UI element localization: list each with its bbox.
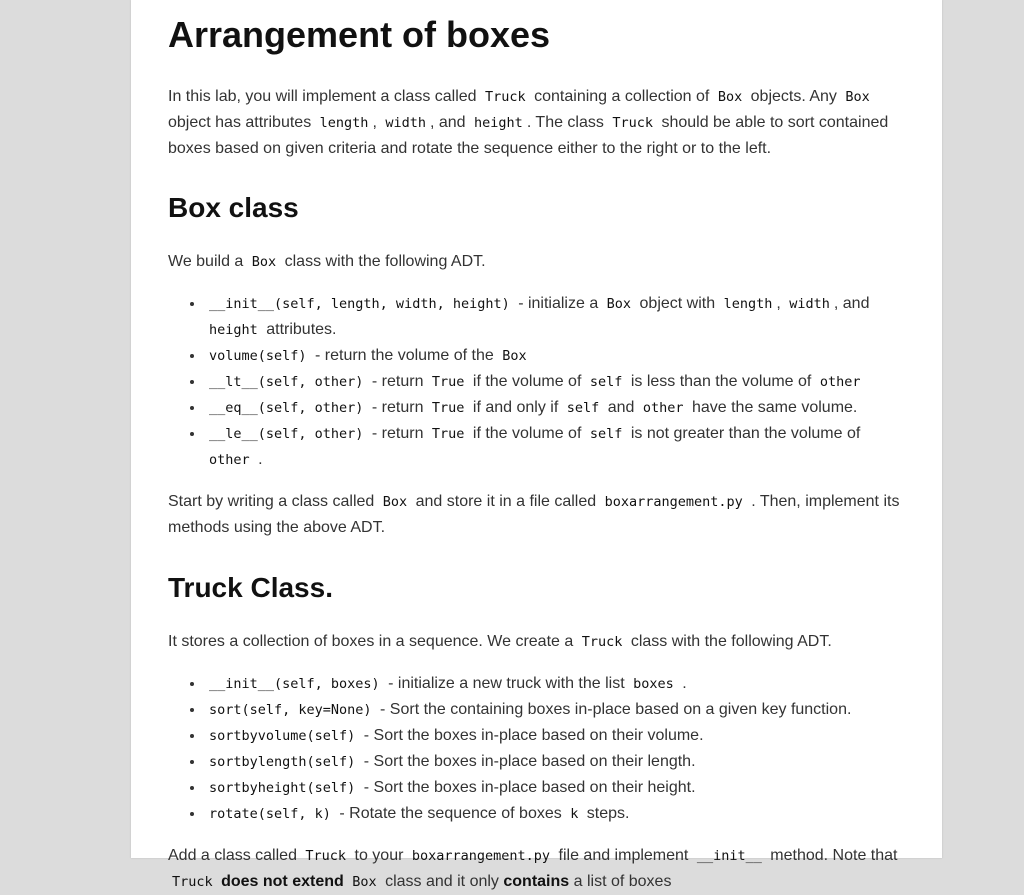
list-item: • sortbyheight(self) - Sort the boxes in-place based on their height. <box>205 775 908 801</box>
method-signature: __lt__(self, other) <box>209 374 364 390</box>
inline-code: other <box>209 452 250 468</box>
bold-text: contains <box>503 873 570 890</box>
inline-code: Box <box>352 874 377 890</box>
method-signature: __le__(self, other) <box>209 426 364 442</box>
intro-paragraph: In this lab, you will implement a class called Truck containing a collection of Box objects. Any Box object has attributes length , width , and height . The class Truck should be able to sort contained boxes based on given criteria and rotate the sequence either to the right or to the left. <box>168 88 889 157</box>
box-lead-paragraph: We build a Box class with the following ADT. <box>168 253 486 270</box>
inline-code: Box <box>717 89 743 105</box>
method-signature: __init__(self, boxes) <box>209 676 380 692</box>
inline-code: True <box>431 400 465 416</box>
document-page <box>131 0 942 890</box>
list-item: • __init__(self, length, width, height) - initialize a Box object with length , width , and height attributes. <box>205 291 908 343</box>
list-item: • sort(self, key=None) - Sort the containing boxes in-place based on a given key function. <box>205 697 908 723</box>
list-item: • __init__(self, boxes) - initialize a new truck with the list boxes . <box>205 671 908 697</box>
truck-add-paragraph: Add a class called Truck to your boxarrangement.py file and implement __init__ method. Note that Truck does not extend Box class and it only contains a list of boxes <box>168 847 898 890</box>
bold-text: does not extend <box>221 873 344 890</box>
inline-code: Truck <box>581 634 623 650</box>
list-item: • __eq__(self, other) - return True if and only if self and other have the same volume. <box>205 395 908 421</box>
inline-code: self <box>589 374 623 390</box>
inline-code: Box <box>845 89 870 105</box>
inline-code: k <box>570 806 579 822</box>
inline-code: Box <box>251 254 277 270</box>
truck-method-list <box>168 671 908 827</box>
list-item: • sortbylength(self) - Sort the boxes in-place based on their length. <box>205 749 908 775</box>
list-item: • __le__(self, other) - return True if the volume of self is not greater than the volume of other . <box>205 421 908 473</box>
method-signature: sortbyheight(self) <box>209 780 356 796</box>
truck-lead-paragraph: It stores a collection of boxes in a sequence. We create a Truck class with the following ADT. <box>168 633 832 650</box>
inline-code: width <box>789 296 830 312</box>
inline-code: boxes <box>633 676 674 692</box>
filename-code: boxarrangement.py <box>411 848 551 864</box>
inline-code: Truck <box>172 874 213 890</box>
inline-code: True <box>431 426 465 442</box>
list-item: • rotate(self, k) - Rotate the sequence of boxes k steps. <box>205 801 908 827</box>
page-title: Arrangement of boxes <box>168 14 551 55</box>
method-signature: volume(self) <box>209 348 307 364</box>
method-signature: __eq__(self, other) <box>209 400 364 416</box>
inline-code: length <box>723 296 773 312</box>
inline-code: Box <box>382 494 408 510</box>
method-signature: rotate(self, k) <box>209 806 331 822</box>
inline-code: width <box>385 115 426 131</box>
inline-code: Truck <box>305 848 347 864</box>
inline-code: __init__ <box>696 848 762 864</box>
box-method-list <box>168 291 908 473</box>
inline-code: other <box>642 400 684 416</box>
inline-code: Box <box>606 296 632 312</box>
method-signature: sortbyvolume(self) <box>209 728 356 744</box>
method-signature: sort(self, key=None) <box>209 702 372 718</box>
inline-code: height <box>209 322 258 338</box>
inline-code: other <box>819 374 861 390</box>
list-item: • sortbyvolume(self) - Sort the boxes in-place based on their volume. <box>205 723 908 749</box>
box-start-paragraph: Start by writing a class called Box and store it in a file called boxarrangement.py . Then, implement its methods using the above ADT. <box>168 493 900 536</box>
inline-code: Truck <box>485 89 526 105</box>
document-content <box>168 0 908 895</box>
filename-code: boxarrangement.py <box>604 494 743 510</box>
inline-code: Box <box>502 348 527 364</box>
box-class-heading: Box class <box>168 192 299 223</box>
inline-code: length <box>319 115 369 131</box>
list-item: • __lt__(self, other) - return True if the volume of self is less than the volume of other <box>205 369 908 395</box>
method-signature: __init__(self, length, width, height) <box>209 296 510 312</box>
inline-code: True <box>431 374 465 390</box>
method-signature: sortbylength(self) <box>209 754 356 770</box>
inline-code: height <box>474 115 523 131</box>
inline-code: self <box>566 400 600 416</box>
list-item: • volume(self) - return the volume of the Box <box>205 343 908 369</box>
inline-code: Truck <box>612 115 653 131</box>
truck-class-heading: Truck Class. <box>168 572 333 603</box>
inline-code: self <box>589 426 623 442</box>
